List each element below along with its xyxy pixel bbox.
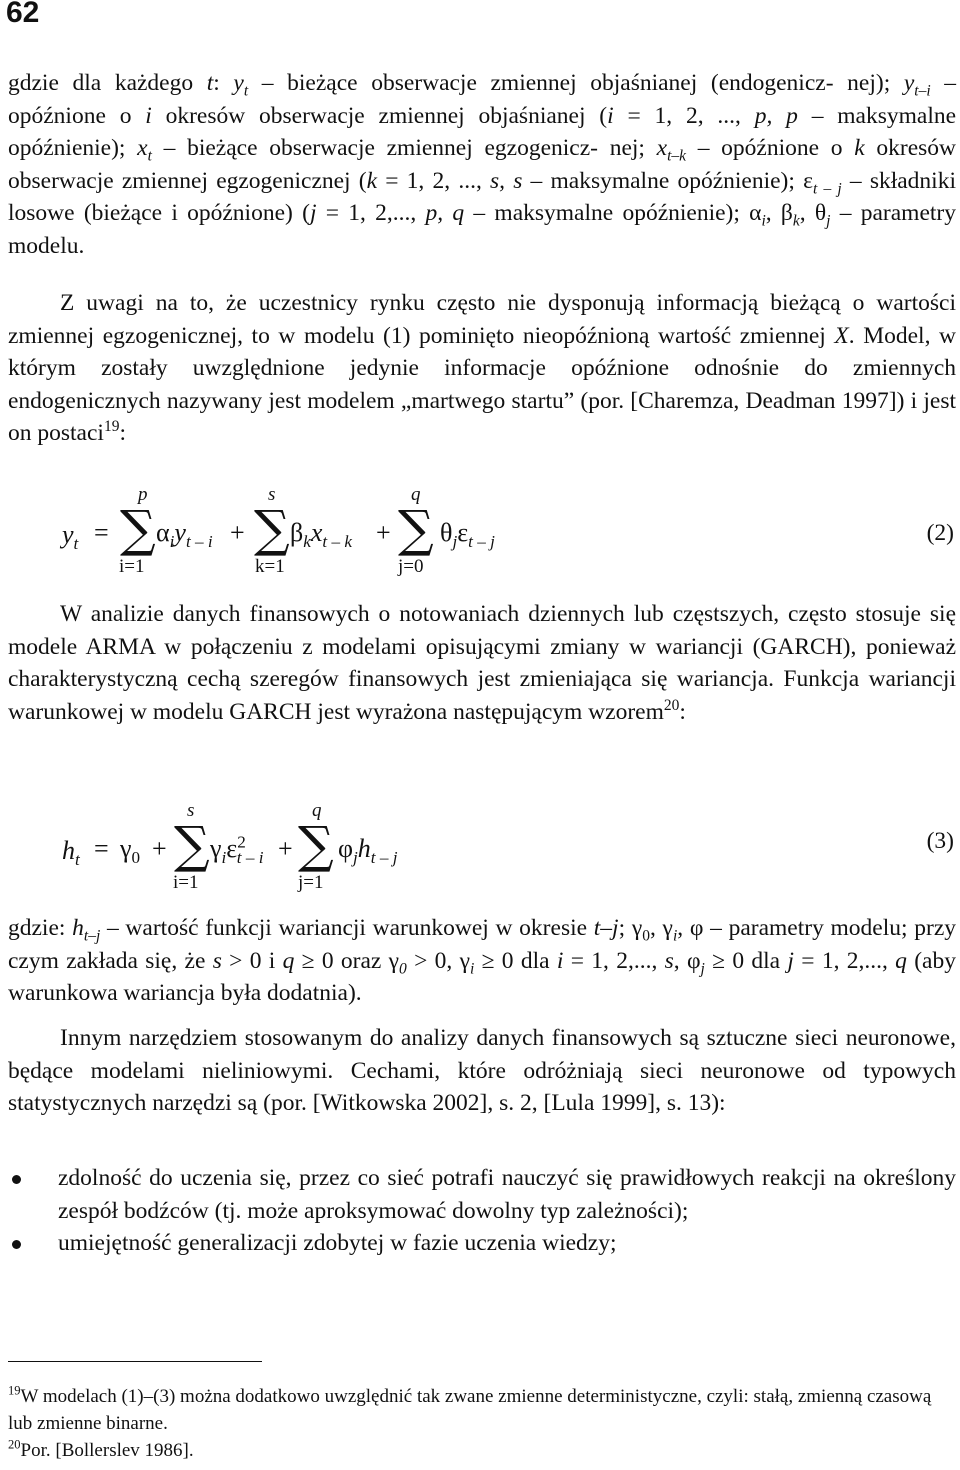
dead-start-model-paragraph: Z uwagi na to, że uczestnicy rynku często nie dysponują informacją bieżącą o wartości zmiennej egzogenicznej, to w modelu (1) pominięto nieopóźnioną wartość zmiennej X. Model, w którym zostały uwzględnione jedynie informacje opóźnione odnośnie do zmiennych endogenicznych nazywany jest modelem „martwego startu” (por. [Charemza, Deadman 1997]) i jest on postaci$^{19}$: [8, 290, 957, 446]
footnote-separator [8, 1361, 262, 1362]
bullet-icon [12, 1240, 21, 1249]
equation-2: $y_t$ = p ∑ i=1 $\alpha_iy_{t - i}$ + s ∑ k=1 $\beta_kx_{t - k}$ + q ∑ j=0 $\theta_j\varepsilon_{t - j}$ (2) [62, 484, 954, 577]
definitions-paragraph: gdzie dla każdego t: $y_t$ – bieżące obserwacje zmiennej objaśnianej (endogenicz- nej); $y_{t-i}$ – opóźnione o i okresów obserwacje zmiennej objaśnianej (i = 1, 2, ..., p, p – maksymalne opóźnienie); $x_t$ – bieżące obserwacje zmiennej egzogenicz- nej; $x_{t-k}$ – opóźnione o k okresów obserwacje zmiennej egzogenicznej (k = 1, 2, ..., s, s – maksymalne opóźnienie); $\varepsilon_{t - j}$ – składniki losowe (bieżące i opóźnione) (j = 1, 2,..., p, q – maksymalne opóźnienie); $\alpha_i$, $\beta_k$, $\theta_j$ – parametry modelu. [8, 70, 957, 259]
footnote-ref-19: 19 [103, 418, 120, 436]
equation-number: (3) [926, 828, 954, 854]
summation-sign: ∑ [120, 500, 156, 558]
summation-sign: ∑ [298, 816, 334, 874]
neural-networks-paragraph: Innym narzędziem stosowanym do analizy danych finansowych są sztuczne sieci neuronowe, będące modelami nieliniowymi. Cechami, które odróżniają sieci neuronowe od typowych statystycznych narzędzi są (por. [Witkowska 2002], s. 2, [Lula 1999], s. 13): [8, 1025, 956, 1116]
equation-3: $h_t$ = $\gamma_0$ + s ∑ i=1 $\gamma_i\varepsilon^2_{t - i}$ + q ∑ j=1 $\varphi_jh_{t - j}$ (3) [62, 800, 954, 893]
garch-parameters-paragraph: gdzie: $h_{t-j}$ – wartość funkcji wariancji warunkowej w okresie t–j; $\gamma_0$, $\gamma_i$, φ – parametry modelu; przy czym zakłada się, że s > 0 i q ≥ 0 oraz $\gamma_0 > 0$, $\gamma_i \ge 0$ dla i = 1, 2,..., s, $\varphi_j \ge 0$ dla j = 1, 2,..., q (aby warunkowa wariancja była dodatnia). [8, 915, 957, 1006]
summation-sign: ∑ [254, 500, 290, 558]
footnote-20: $^{20}$Por. [Bollerslev 1986]. [8, 1437, 194, 1461]
features-list [8, 1162, 956, 1260]
summation-sign: ∑ [174, 816, 210, 874]
garch-intro-paragraph: W analizie danych finansowych o notowaniach dziennych lub częstszych, często stosuje się modele ARMA w połączeniu z modelami opisującymi zmiany w wariancji (GARCH), ponieważ charakterystyczną cechą szeregów finansowych jest zmieniająca się wariancja. Funkcja wariancji warunkowej w modelu GARCH jest wyrażona następującym wzorem$^{20}$: [8, 601, 956, 725]
equation-number: (2) [926, 520, 954, 546]
footnote-19: $^{19}$W modelach (1)–(3) można dodatkowo uwzględnić tak zwane zmienne deterministyczne, czyli: stałą, zmienną czasową lub zmienne binarne. [8, 1383, 932, 1434]
summation-sign: ∑ [398, 500, 434, 558]
footnote-ref-20: 20 [663, 696, 680, 714]
bullet-icon [12, 1175, 21, 1184]
list-item: zdolność do uczenia się, przez co sieć potrafi nauczyć się prawidłowych reakcji na określony zespół bodźców (tj. może aproksymować dowolny typ zależności); [8, 1162, 956, 1227]
list-item: umiejętność generalizacji zdobytej w fazie uczenia wiedzy; [8, 1227, 956, 1260]
page-number: 62 [6, 0, 40, 29]
